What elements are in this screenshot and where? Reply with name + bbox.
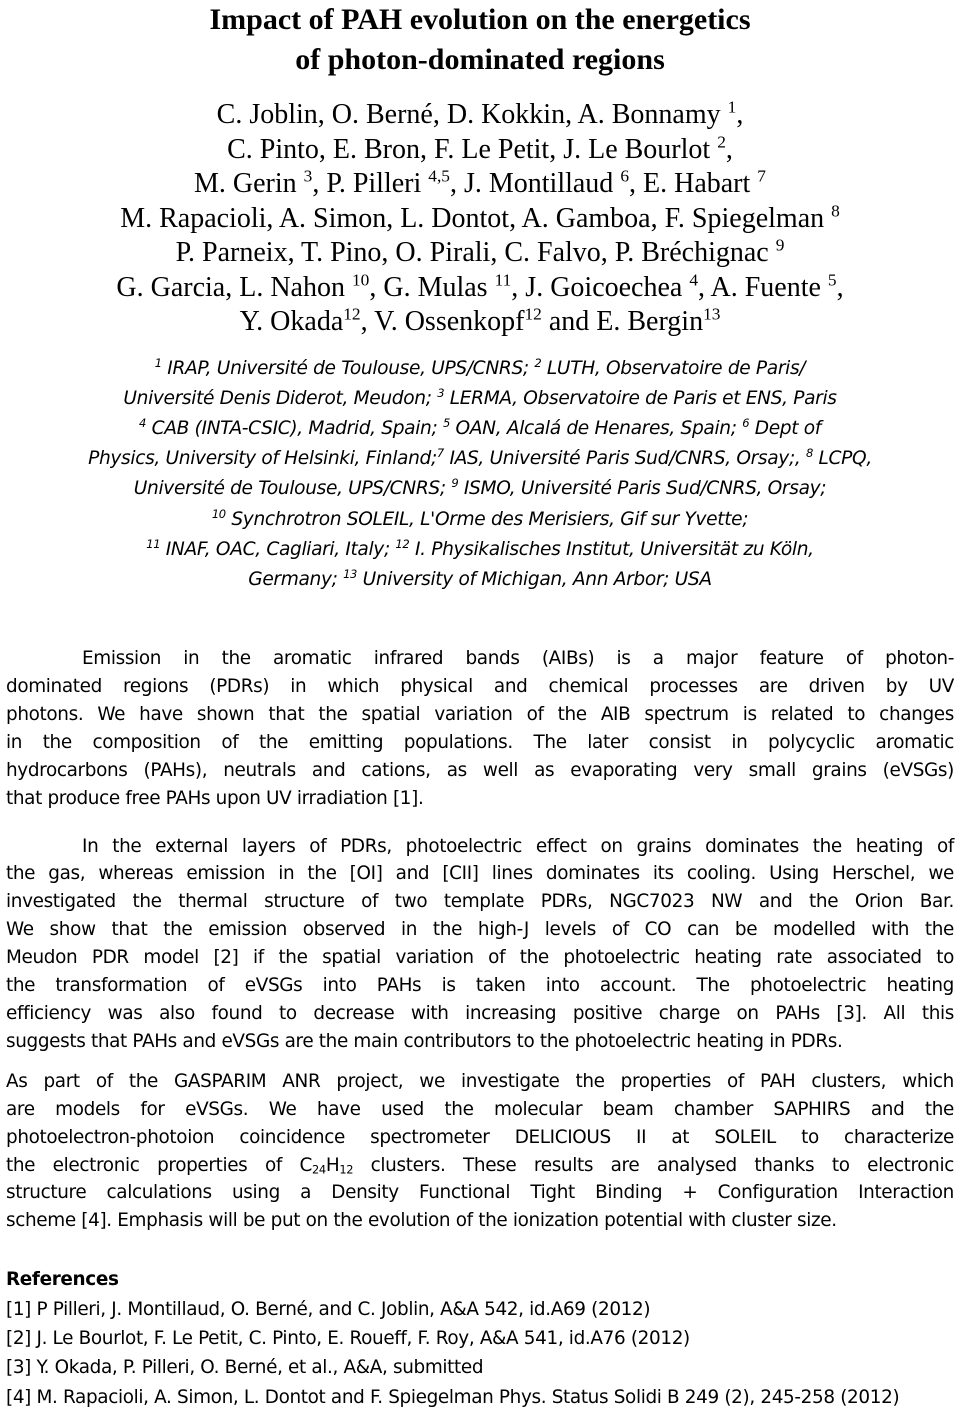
- paragraph-3: [6, 1068, 954, 1235]
- affiliation-line: Université Denis Diderot, Meudon; $^3$ LERMA, Observatoire de Paris et ENS, Paris: [123, 385, 837, 409]
- text-line: dominated regions (PDRs) in which physical and chemical processes are driven by UV: [6, 676, 954, 698]
- reference-item: [3] Y. Okada, P. Pilleri, O. Berné, et al., A&A, submitted: [6, 1357, 484, 1379]
- text-line: in the composition of the emitting populations. The later consist in polycyclic aromatic: [6, 731, 954, 753]
- text-line: are models for eVSGs. We have used the molecular beam chamber SAPHIRS and the: [6, 1098, 954, 1120]
- title-line-1: Impact of PAH evolution on the energetics: [209, 3, 751, 36]
- text-line: the electronic properties of $C_{24}H_{12}$ clusters. These results are analysed thanks to electronic: [6, 1154, 954, 1176]
- author-line: C. Pinto, E. Bron, F. Le Petit, J. Le Bourlot $^2$,: [227, 131, 733, 165]
- text-line: investigated the thermal structure of two template PDRs, NGC7023 NW and the Orion Bar.: [6, 891, 954, 913]
- affiliation-line: $^4$ CAB (INTA-CSIC), Madrid, Spain; $^5$ OAN, Alcalá de Henares, Spain; $^6$ Dept of: [139, 415, 821, 439]
- text-line: efficiency was also found to decrease with increasing positive charge on PAHs [3]. All this: [6, 1003, 954, 1024]
- author-line: C. Joblin, O. Berné, D. Kokkin, A. Bonnamy $^1$,: [216, 97, 744, 130]
- affiliation-line: $^{10}$ Synchrotron SOLEIL, L'Orme des Merisiers, Gif sur Yvette;: [211, 506, 749, 530]
- affiliation-line: Université de Toulouse, UPS/CNRS; $^9$ ISMO, Université Paris Sud/CNRS, Orsay;: [133, 476, 827, 500]
- text-line: In the external layers of PDRs, photoelectric effect on grains dominates the heating of: [82, 835, 954, 857]
- affiliation-line: Germany; $^{13}$ University of Michigan, Ann Arbor; USA: [248, 566, 712, 590]
- author-line: Y. Okada$^{12}$, V. Ossenkopf$^{12}$ and E. Bergin$^{13}$: [239, 304, 721, 337]
- text-line: that produce free PAHs upon UV irradiation [1].: [6, 787, 424, 809]
- affiliation-line: $^{11}$ INAF, OAC, Cagliari, Italy; $^{12}$ I. Physikalisches Institut, Universität zu Köln,: [146, 536, 814, 560]
- affiliation-line: Physics, University of Helsinki, Finland;$^7$ IAS, Université Paris Sud/CNRS, Orsay;, $^8$ LCPQ,: [88, 445, 872, 470]
- author-line: P. Parneix, T. Pino, O. Pirali, C. Falvo, P. Bréchignac $^9$: [175, 235, 785, 268]
- text-line: structure calculations using a Density Functional Tight Binding + Configuration Interaction: [6, 1182, 954, 1204]
- text-line: suggests that PAHs and eVSGs are the main contributors to the photoelectric heating in PDRs.: [6, 1030, 843, 1052]
- text-line: the transformation of eVSGs into PAHs is taken into account. The photoelectric heating: [6, 975, 954, 997]
- references-heading: References: [6, 1269, 119, 1291]
- text-line: the gas, whereas emission in the [OI] and [CII] lines dominates its cooling. Using Herschel, we: [6, 863, 954, 885]
- affiliations: [6, 354, 954, 596]
- text-line: Emission in the aromatic infrared bands (AIBs) is a major feature of photon-: [82, 648, 954, 670]
- text-line: We show that the emission observed in the high-J levels of CO can be modelled with the: [6, 919, 954, 941]
- text-line: photons. We have shown that the spatial variation of the AIB spectrum is related to changes: [6, 703, 954, 725]
- references-section: [6, 1265, 954, 1412]
- author-line: M. Gerin $^3$, P. Pilleri $^{4,5}$, J. Montillaud $^6$, E. Habart $^7$: [194, 166, 766, 199]
- reference-item: [2] J. Le Bourlot, F. Le Petit, C. Pinto, E. Roueff, F. Roy, A&A 541, id.A76 (2012): [6, 1328, 690, 1350]
- reference-item: [1] P Pilleri, J. Montillaud, O. Berné, and C. Joblin, A&A 542, id.A69 (2012): [6, 1298, 651, 1320]
- abstract-body: [6, 645, 954, 1412]
- text-line: photoelectron-photoion coincidence spectrometer DELICIOUS II at SOLEIL to characterize: [6, 1126, 954, 1148]
- text-line: hydrocarbons (PAHs), neutrals and cations, as well as evaporating very small grains (eVSGs): [6, 759, 954, 781]
- author-line: G. Garcia, L. Nahon $^{10}$, G. Mulas $^{11}$, J. Goicoechea $^4$, A. Fuente $^5$,: [116, 269, 844, 303]
- text-line: Meudon PDR model [2] if the spatial variation of the photoelectric heating rate associated to: [6, 947, 954, 969]
- author-list: [6, 98, 954, 340]
- title-line-2: of photon-dominated regions: [295, 43, 665, 76]
- text-line: scheme [4]. Emphasis will be put on the evolution of the ionization potential with cluster size.: [6, 1210, 837, 1232]
- reference-item: [4] M. Rapacioli, A. Simon, L. Dontot and F. Spiegelman Phys. Status Solidi B 249 (2), 245-258 (2012): [6, 1386, 900, 1408]
- author-line: M. Rapacioli, A. Simon, L. Dontot, A. Gamboa, F. Spiegelman $^8$: [120, 200, 840, 234]
- paragraph-1: [6, 645, 954, 812]
- paragraph-2: [6, 833, 954, 1056]
- affiliation-line: $^1$ IRAP, Université de Toulouse, UPS/CNRS; $^2$ LUTH, Observatoire de Paris/: [154, 355, 806, 379]
- paper-title: [6, 0, 954, 80]
- text-line: As part of the GASPARIM ANR project, we investigate the properties of PAH clusters, which: [6, 1070, 954, 1092]
